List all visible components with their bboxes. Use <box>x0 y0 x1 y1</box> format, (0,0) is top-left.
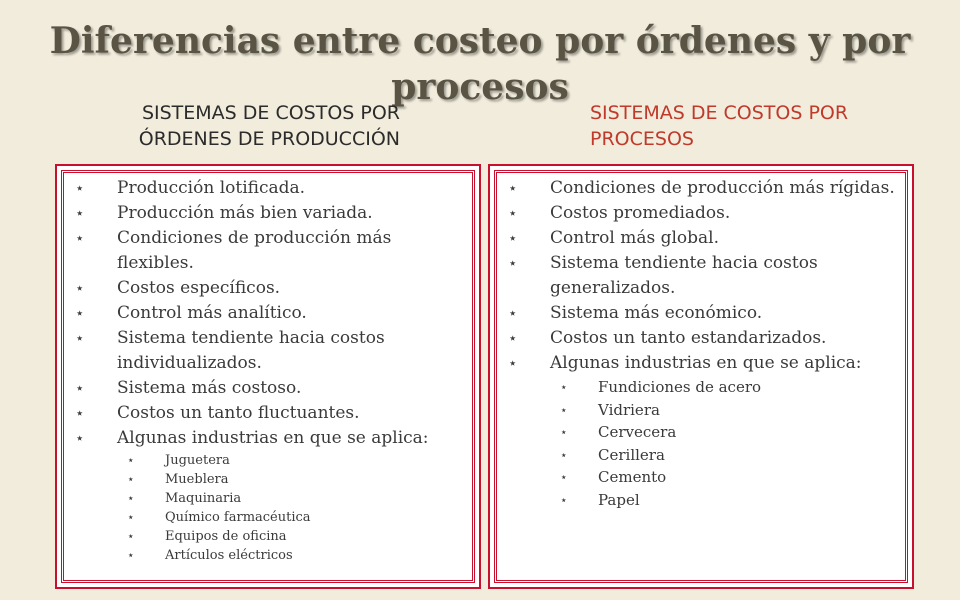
sub-list-item-text: Mueblera <box>165 472 229 487</box>
right-panel <box>488 164 914 589</box>
list-item-text: Algunas industrias en que se aplica: <box>550 353 862 373</box>
list-item-text: Costos promediados. <box>550 203 731 223</box>
list-item-text: Control más global. <box>550 228 720 248</box>
list-item-text: Sistema más económico. <box>550 303 763 323</box>
sub-list-item-text: Fundiciones de acero <box>598 378 762 396</box>
sub-list-item-text: Artículos eléctricos <box>165 548 293 563</box>
sub-list-item <box>550 466 896 489</box>
left-panel <box>55 164 481 589</box>
star-bullet-icon: ⋆ <box>560 492 568 507</box>
left-heading-line2: ÓRDENES DE PRODUCCIÓN <box>138 128 400 150</box>
list-item-text: Producción más bien variada. <box>117 203 373 223</box>
left-heading-line1: SISTEMAS DE COSTOS POR <box>141 102 400 124</box>
list-item <box>500 201 896 226</box>
list-item-text: Costos un tanto fluctuantes. <box>117 403 360 423</box>
sub-list-item <box>117 470 463 489</box>
star-bullet-icon: ⋆ <box>560 470 568 484</box>
list-item-text: Sistema tendiente hacia costos generalizados. <box>550 253 818 298</box>
star-bullet-icon: ⋆ <box>560 402 568 417</box>
list-item <box>67 326 463 376</box>
list-item-text: Sistema más costoso. <box>117 378 302 398</box>
list-item <box>500 251 896 301</box>
sub-list-item <box>117 489 463 508</box>
star-bullet-icon: ⋆ <box>508 304 518 322</box>
star-bullet-icon: ⋆ <box>508 204 518 222</box>
sub-list-item <box>117 527 463 546</box>
star-bullet-icon: ⋆ <box>127 510 135 524</box>
star-bullet-icon: ⋆ <box>75 204 85 222</box>
star-bullet-icon: ⋆ <box>75 229 85 247</box>
sub-list-item-text: Papel <box>598 490 640 509</box>
star-bullet-icon: ⋆ <box>508 229 518 247</box>
list-item-text: Control más analítico. <box>117 303 307 323</box>
sub-list-item <box>550 421 896 444</box>
list-item-text: Algunas industrias en que se aplica: <box>117 428 429 448</box>
list-item-text: Condiciones de producción más flexibles. <box>117 228 392 273</box>
list-item <box>67 276 463 301</box>
star-bullet-icon: ⋆ <box>75 304 85 322</box>
sub-list-item <box>550 376 896 399</box>
left-sub-list <box>117 451 463 565</box>
left-item-list <box>67 176 463 565</box>
list-item-text: Sistema tendiente hacia costos individualizados. <box>117 328 385 373</box>
sub-list-item <box>550 399 896 422</box>
sub-list-item-text: Cerillera <box>598 445 665 464</box>
right-column-heading <box>590 100 920 152</box>
list-item <box>67 226 463 276</box>
list-item <box>500 326 896 351</box>
sub-list-item-text: Vidriera <box>598 400 660 419</box>
sub-list-item-text: Juguetera <box>165 453 230 468</box>
star-bullet-icon: ⋆ <box>75 179 85 197</box>
star-bullet-icon: ⋆ <box>75 329 85 347</box>
right-heading-line2: PROCESOS <box>590 128 694 150</box>
list-item <box>67 401 463 426</box>
list-item-text: Costos específicos. <box>117 278 281 298</box>
star-bullet-icon: ⋆ <box>127 548 135 562</box>
list-item <box>500 226 896 251</box>
sub-list-item-text: Equipos de oficina <box>165 529 287 544</box>
list-item <box>67 426 463 565</box>
list-item <box>67 301 463 326</box>
sub-list-item-text: Cervecera <box>598 423 677 441</box>
sub-list-item-text: Químico farmacéutica <box>165 510 311 525</box>
sub-list-item <box>117 508 463 527</box>
sub-list-item <box>550 489 896 512</box>
star-bullet-icon: ⋆ <box>75 379 85 397</box>
left-column-heading <box>0 100 400 152</box>
star-bullet-icon: ⋆ <box>508 329 518 347</box>
star-bullet-icon: ⋆ <box>127 472 135 486</box>
sub-list-item-text: Maquinaria <box>165 491 242 506</box>
list-item <box>500 176 896 201</box>
star-bullet-icon: ⋆ <box>508 354 518 372</box>
sub-list-item <box>117 546 463 565</box>
star-bullet-icon: ⋆ <box>560 447 568 462</box>
star-bullet-icon: ⋆ <box>75 429 85 447</box>
star-bullet-icon: ⋆ <box>560 425 568 439</box>
page-title: Diferencias entre costeo por órdenes y por procesos <box>49 20 911 108</box>
star-bullet-icon: ⋆ <box>508 254 518 272</box>
star-bullet-icon: ⋆ <box>75 279 85 297</box>
sub-list-item-text: Cemento <box>598 468 667 486</box>
list-item-text: Costos un tanto estandarizados. <box>550 328 827 348</box>
list-item <box>67 376 463 401</box>
list-item-text: Condiciones de producción más rígidas. <box>550 178 895 198</box>
right-heading-line1: SISTEMAS DE COSTOS POR <box>590 102 849 124</box>
star-bullet-icon: ⋆ <box>127 453 135 467</box>
sub-list-item <box>117 451 463 470</box>
star-bullet-icon: ⋆ <box>127 491 135 505</box>
list-item-text: Producción lotificada. <box>117 178 306 198</box>
star-bullet-icon: ⋆ <box>508 179 518 197</box>
star-bullet-icon: ⋆ <box>560 380 568 394</box>
list-item <box>500 351 896 511</box>
right-item-list <box>500 176 896 511</box>
star-bullet-icon: ⋆ <box>75 404 85 422</box>
list-item <box>67 201 463 226</box>
list-item <box>500 301 896 326</box>
right-sub-list <box>550 376 896 511</box>
list-item <box>67 176 463 201</box>
sub-list-item <box>550 444 896 467</box>
star-bullet-icon: ⋆ <box>127 529 135 543</box>
